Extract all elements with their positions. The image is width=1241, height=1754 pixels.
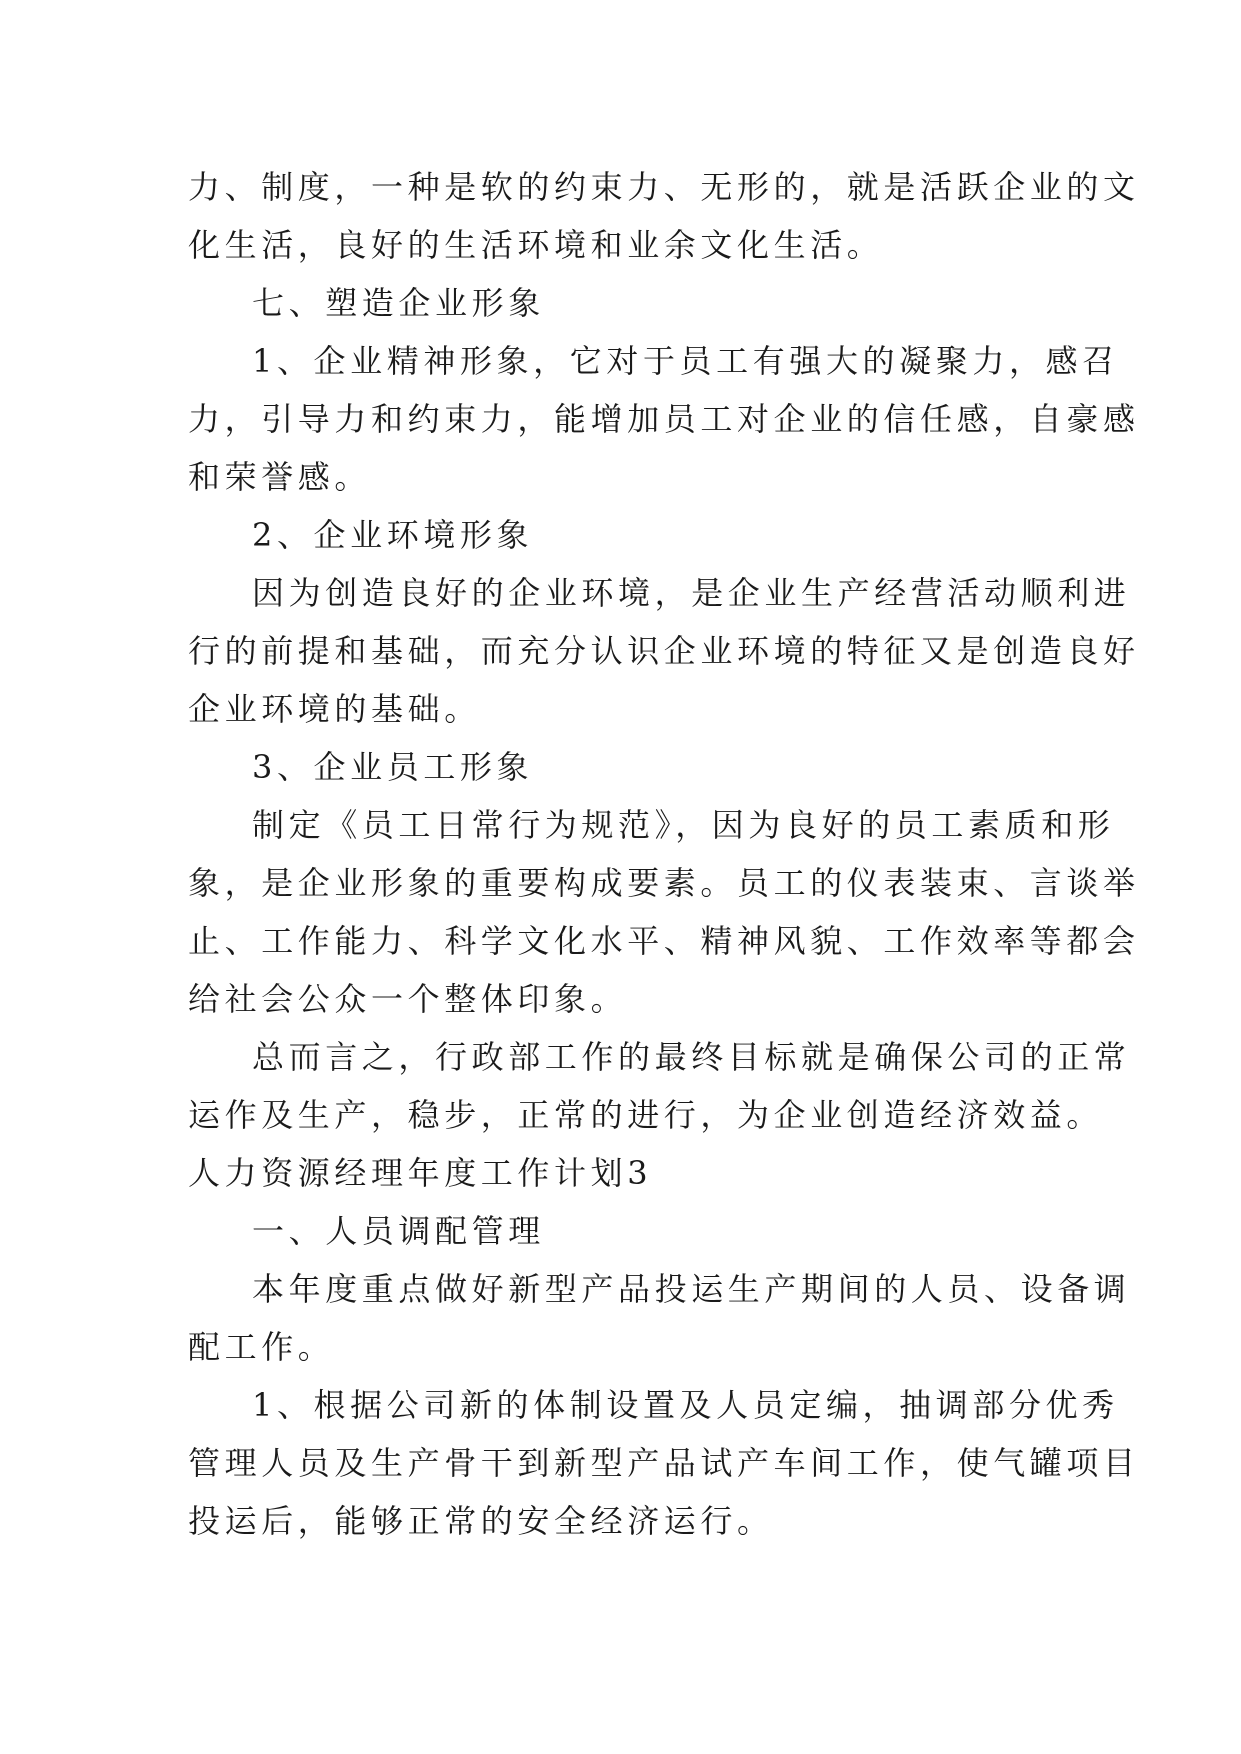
text-line: 和荣誉感。	[188, 458, 372, 496]
text-line: 止、工作能力、科学文化水平、精神风貌、工作效率等都会	[188, 922, 1140, 960]
text-line: 因为创造良好的企业环境，是企业生产经营活动顺利进	[252, 574, 1131, 612]
text-line: 总而言之，行政部工作的最终目标就是确保公司的正常	[252, 1038, 1131, 1076]
text-line: 本年度重点做好新型产品投运生产期间的人员、设备调	[252, 1270, 1131, 1308]
document-title: 人力资源经理年度工作计划3	[188, 1154, 653, 1192]
text-line: 1、企业精神形象，它对于员工有强大的凝聚力，感召	[252, 342, 1119, 380]
text-line: 1、根据公司新的体制设置及人员定编，抽调部分优秀	[252, 1386, 1119, 1424]
section-heading: 七、塑造企业形象	[252, 284, 545, 322]
document-page	[188, 158, 1140, 1550]
text-line: 力、制度，一种是软的约束力、无形的，就是活跃企业的文	[188, 168, 1140, 206]
text-line: 制定《员工日常行为规范》，因为良好的员工素质和形	[252, 806, 1115, 844]
text-line: 运作及生产，稳步，正常的进行，为企业创造经济效益。	[188, 1096, 1104, 1134]
text-line: 力，引导力和约束力，能增加员工对企业的信任感，自豪感	[188, 400, 1140, 438]
text-line: 给社会公众一个整体印象。	[188, 980, 628, 1018]
text-line: 配工作。	[188, 1328, 335, 1366]
subsection-heading: 2、企业环境形象	[252, 516, 534, 554]
text-line: 象，是企业形象的重要构成要素。员工的仪表装束、言谈举	[188, 864, 1140, 902]
text-line: 企业环境的基础。	[188, 690, 481, 728]
text-line: 行的前提和基础，而充分认识企业环境的特征又是创造良好	[188, 632, 1140, 670]
subsection-heading: 3、企业员工形象	[252, 748, 534, 786]
text-line: 管理人员及生产骨干到新型产品试产车间工作，使气罐项目	[188, 1444, 1140, 1482]
text-line: 投运后，能够正常的安全经济运行。	[188, 1502, 774, 1540]
section-heading: 一、人员调配管理	[252, 1212, 545, 1250]
text-line: 化生活，良好的生活环境和业余文化生活。	[188, 226, 884, 264]
